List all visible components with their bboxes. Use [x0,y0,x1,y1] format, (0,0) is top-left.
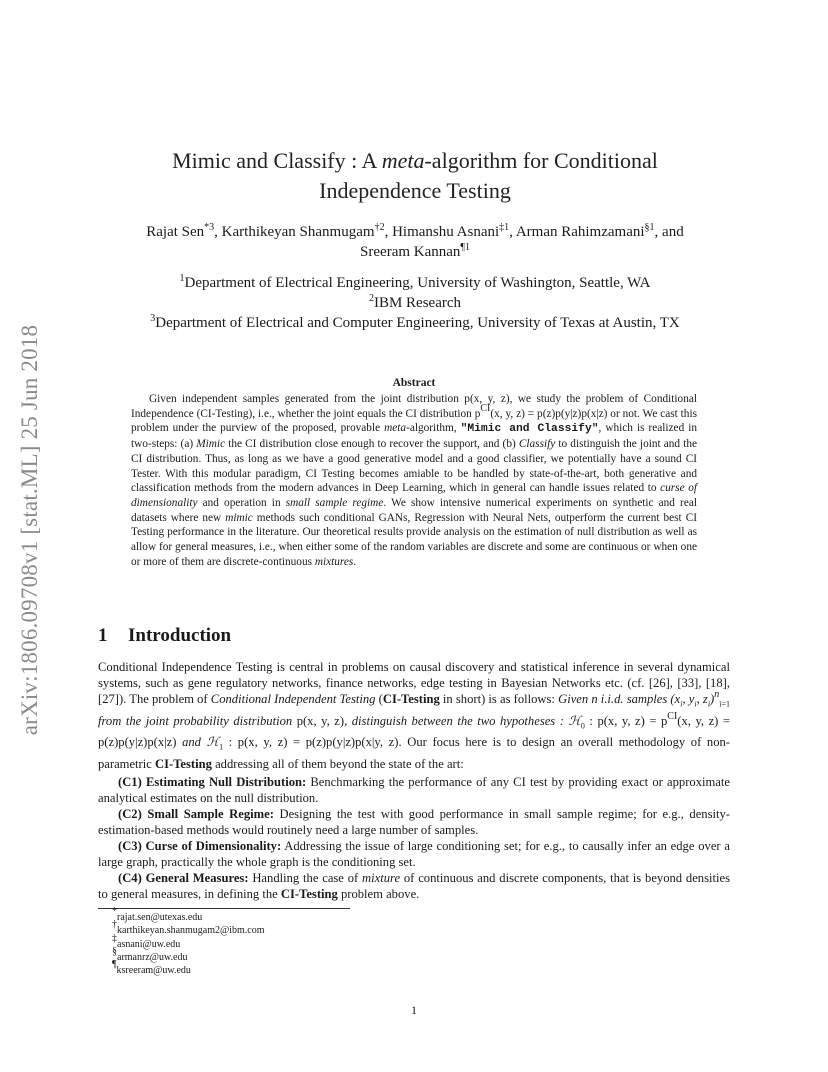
list-item-c2: (C2) Small Sample Regime: Designing the test with good performance in small sample regime; for e.g., density-estimation-based methods would routinely need a large number of samples. [98,807,730,837]
author-name: , Himanshu Asnani [384,224,500,240]
abstract-body: Given independent samples generated from the joint distribution p(x, y, z), we study the problem of Conditional Independence (CI-Testing), i.e., whether the joint equals the CI distribution $p^{CI}(x$, y, z) = p(z)p(y|z)p(x|z) or not. We cast this problem under the purview of the proposed, provable meta-algorithm, "Mimic and Classify", which is realized in two-steps: (a) Mimic the CI distribution close enough to recover the support, and (b) Classify to distinguish the joint and the CI distribution. Thus, as long as we have a good generative model and a good classifier, we potentially have a sound CI Tester. With this modular paradigm, CI Testing becomes amiable to be handled by state-of-the-art, both generative and classification methods from the modern advances in Deep Learning, which in general can handle issues related to curse of dimensionality and operation in small sample regime. We show intensive numerical experiments on synthetic and real datasets where new mimic methods such conditional GANs, Regression with Neural Nets, outperform the current best CI Testing performance in the literature. Our theoretical results provide analysis on the estimation of null distribution as well as allow for general measures, i.e., when either some of the random variables are discrete and some are continuous or when one or more of them are discrete-continuous mixtures. [131,393,698,568]
author-name: Sreeram Kannan [360,244,461,260]
page-number: 1 [411,1003,417,1017]
footnote-item: ¶ksreeram@uw.edu [112,959,191,977]
footnote-item: *rajat.sen@utexas.edu [112,906,203,923]
list-item-c1: (C1) Estimating Null Distribution: Benchmarking the performance of any CI test by providing exact or approximate analytical estimates on the null distribution. [98,775,730,805]
footnote-item: §armanrz@uw.edu [112,945,188,963]
footnote-item: †karthikeyan.shanmugam2@ibm.com [112,919,265,937]
author-list: Rajat Sen$^{*3}$, Karthikeyan Shanmugam$^{\dagger 2}$, Himanshu Asnani$^{\ddagger 1}$, Arman Rahimzamani$^{\S 1}$, and Sreeram Kannan$^{\P 1}$ [146,222,684,260]
affiliations [90,273,740,333]
author-name: Rajat Sen [146,224,205,240]
affiliation-line: $^2$IBM Research [368,293,462,311]
affiliation-line: $^3$Department of Electrical and Computer Engineering, University of Texas at Austin, TX [150,313,680,331]
section-heading-introduction: 1 Introduction [98,625,232,646]
footnote-divider [98,908,350,909]
author-name: , Arman Rahimzamani [509,224,645,240]
arxiv-identifier-stamp [10,285,50,775]
footnotes [112,906,265,977]
list-item-c4: (C4) General Measures: Handling the case of mixture of continuous and discrete components, that is beyond densities to general measures, in defining the CI-Testing problem above. [98,871,730,901]
footnote-item: ‡asnani@uw.edu [112,932,181,950]
author-name: , Karthikeyan Shanmugam [214,224,375,240]
list-item-c3: (C3) Curse of Dimensionality: Addressing the issue of large conditioning set; for e.g., to causally infer an edge over a large graph, practically the whole graph is the conditioning set. [98,839,730,869]
abstract-heading: Abstract [392,377,436,389]
paper-title: Mimic and Classify : A meta-algorithm for Conditional Independence Testing [172,148,658,203]
affiliation-line: $^1$Department of Electrical Engineering, University of Washington, Seattle, WA [179,273,651,291]
intro-paragraph: Conditional Independence Testing is central in problems on causal discovery and statistical inference in several dynamical systems, such as gene regulatory networks, finance networks, edge testing in Bayesian Networks etc. (cf. [26], [33], [18], [27]). The problem of Conditional Independent Testing (CI-Testing in short) is as follows: Given n i.i.d. samples ($x_i$, $y_i$, $z_i)^n_{i=1}$ from the joint probability distribution p(x, y, z), distinguish between the two hypotheses : ℋ$_0$ : p(x, y, $z) = p^{CI}(x$, y, z) = p(z)p(y|z)p(x|z) and ℋ$_1$ : p(x, y, z) = p(z)p(y|z)p(x|y, z). Our focus here is to design an overall methodology of non-parametric CI-Testing addressing all of them beyond the state of the art: [98,660,730,771]
arxiv-id-text: arXiv:1806.09708v1 [stat.ML] 25 Jun 2018 [17,324,42,736]
